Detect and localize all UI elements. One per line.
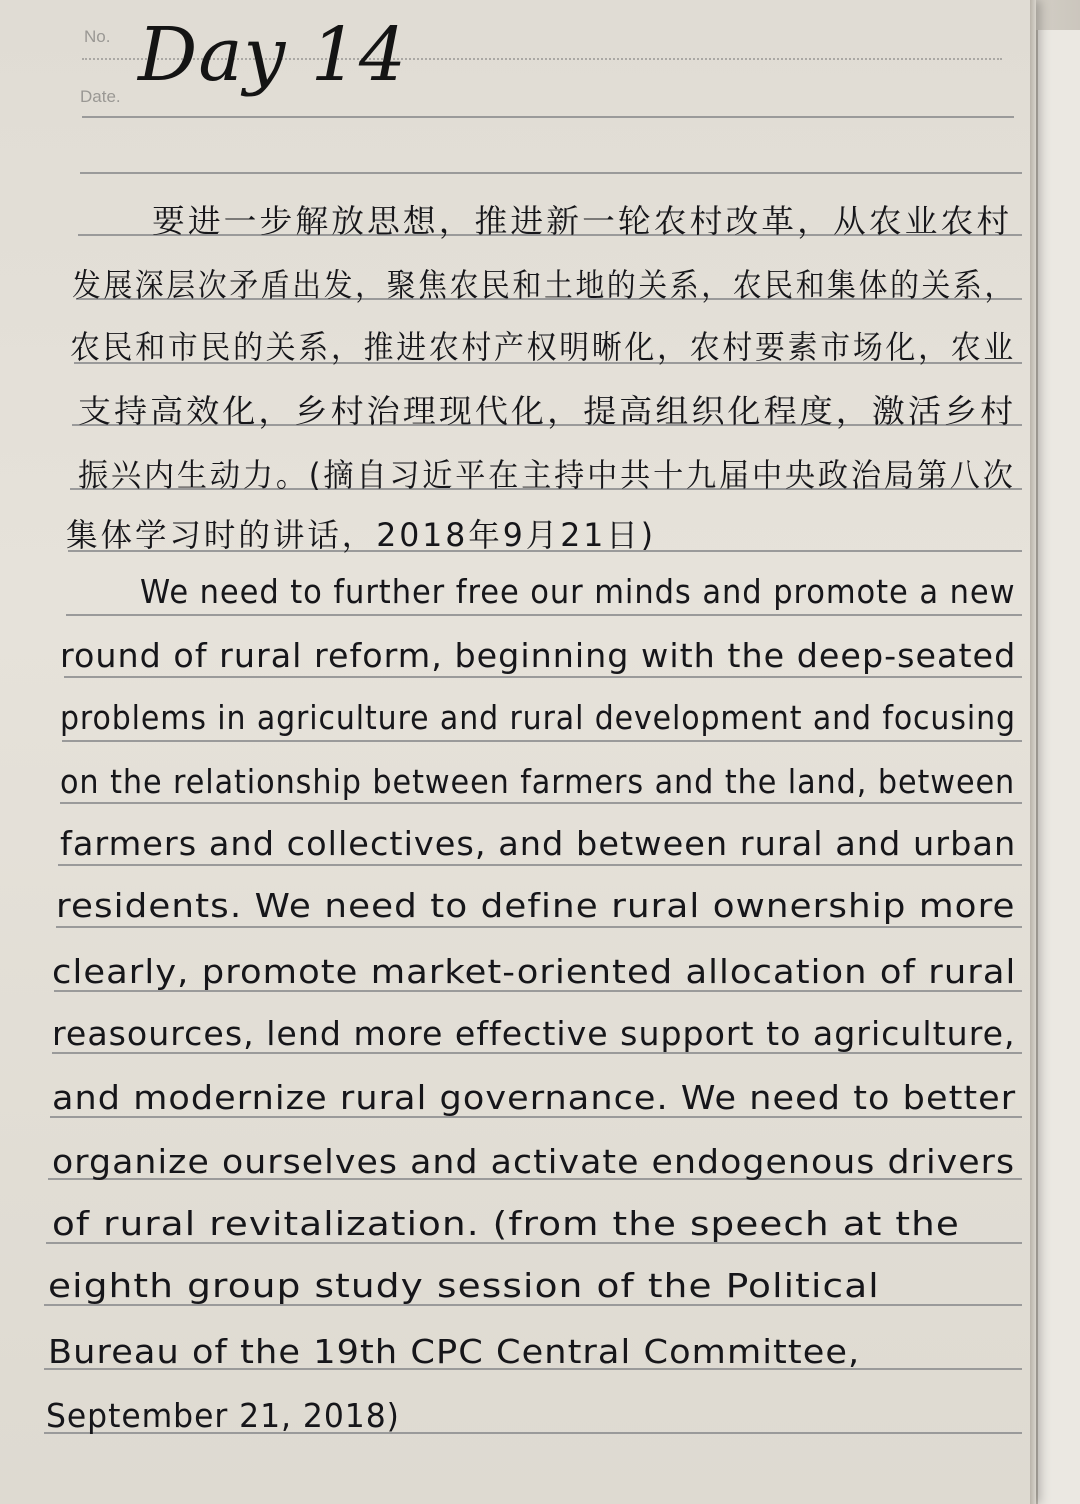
english-line: eighth group study session of the Political bbox=[48, 1266, 880, 1305]
chinese-line: 农民和市民的关系，推进农村产权明晰化，农村要素市场化，农业 bbox=[70, 328, 1016, 366]
english-line: September 21, 2018) bbox=[46, 1396, 400, 1435]
chinese-line: 要进一步解放思想，推进新一轮农村改革，从农业农村 bbox=[152, 202, 1013, 240]
english-line: of rural revitalization. (from the speech at the bbox=[52, 1204, 960, 1243]
ruled-line bbox=[62, 740, 1022, 742]
no-label: No. bbox=[84, 27, 111, 46]
english-line: problems in agriculture and rural development and focusing bbox=[60, 698, 1016, 737]
english-line: clearly, promote market-oriented allocation of rural bbox=[52, 952, 1017, 991]
date-label: Date. bbox=[80, 87, 121, 106]
english-line: organize ourselves and activate endogenous drivers bbox=[52, 1142, 1016, 1181]
ruled-line bbox=[58, 864, 1022, 866]
chinese-line: 集体学习时的讲话，2018年9月21日) bbox=[66, 516, 657, 554]
english-line: Bureau of the 19th CPC Central Committee, bbox=[48, 1332, 861, 1371]
english-line: and modernize rural governance. We need to better bbox=[52, 1078, 1017, 1117]
chinese-line: 发展深层次矛盾出发，聚焦农民和土地的关系，农民和集体的关系， bbox=[72, 266, 1016, 304]
english-line: We need to further free our minds and promote a new bbox=[140, 572, 1016, 611]
page-title: Day 14 bbox=[138, 12, 407, 98]
chinese-line: 支持高效化，乡村治理现代化，提高组织化程度，激活乡村 bbox=[78, 392, 1017, 430]
english-line: residents. We need to define rural ownership more bbox=[56, 886, 1016, 925]
ruled-line bbox=[56, 926, 1022, 928]
english-line: reasources, lend more effective support to agriculture, bbox=[52, 1014, 1016, 1053]
english-line: round of rural reform, beginning with the deep-seated bbox=[60, 636, 1017, 675]
ruled-line bbox=[66, 614, 1022, 616]
chinese-line: 振兴内生动力。(摘自习近平在主持中共十九届中央政治局第八次 bbox=[78, 456, 1016, 494]
ruled-line bbox=[64, 676, 1022, 678]
ruled-line bbox=[80, 172, 1022, 174]
next-page-edge bbox=[1036, 30, 1080, 1504]
header-rule bbox=[82, 116, 1014, 118]
ruled-line bbox=[60, 802, 1022, 804]
page-binding-edge bbox=[1030, 0, 1036, 1504]
english-line: farmers and collectives, and between rural and urban bbox=[60, 824, 1017, 863]
english-line: on the relationship between farmers and the land, between bbox=[60, 762, 1016, 801]
